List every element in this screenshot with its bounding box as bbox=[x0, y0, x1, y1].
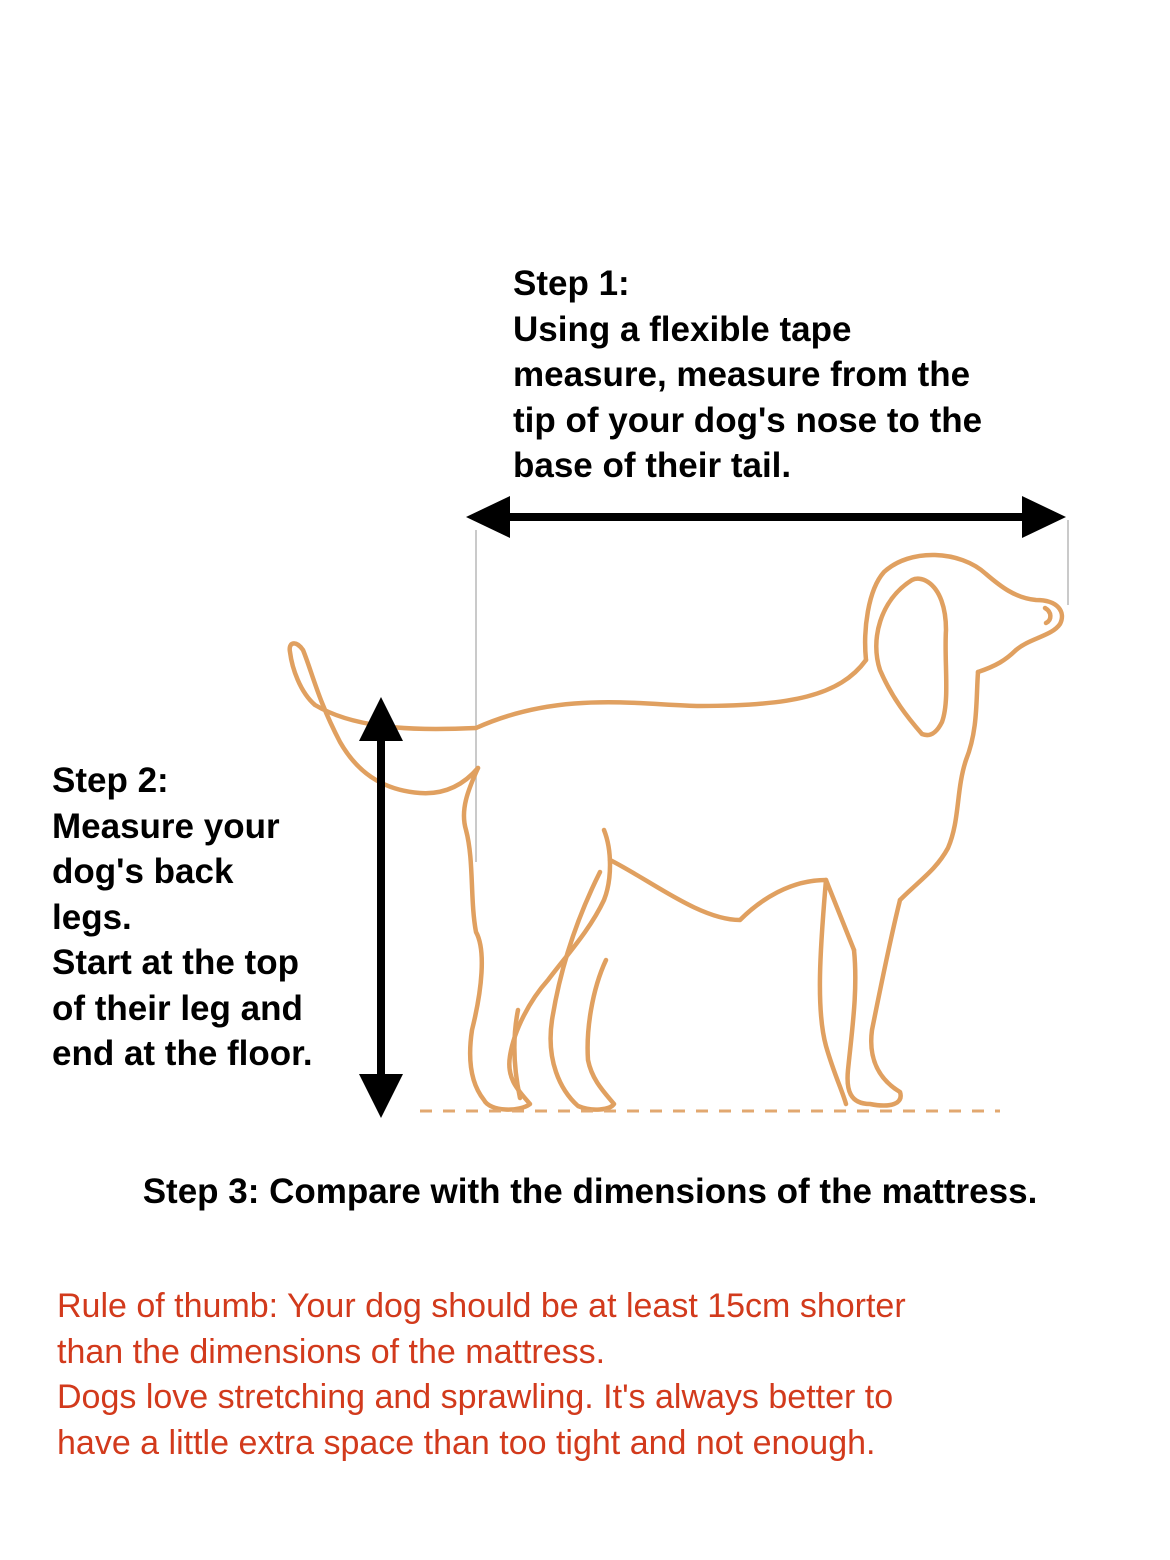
dog-chest bbox=[900, 672, 978, 900]
step-1-line: measure, measure from the bbox=[513, 355, 971, 394]
rule-line: Rule of thumb: Your dog should be at least 15cm shorter bbox=[57, 1287, 906, 1325]
rule-line: have a little extra space than too tight and not enough. bbox=[57, 1423, 876, 1462]
rule-line: than the dimensions of the mattress. bbox=[57, 1332, 606, 1371]
dog-back-leg-inner bbox=[551, 872, 614, 1110]
step-2-line: end at the floor. bbox=[52, 1034, 313, 1073]
step-1-line: Using a flexible tape bbox=[513, 309, 852, 349]
dog-ear bbox=[876, 579, 946, 735]
step-2-line: Start at the top bbox=[52, 943, 299, 982]
step-2-line: of their leg and bbox=[52, 988, 303, 1028]
step-2-heading: Step 2: bbox=[52, 761, 169, 800]
step-2-instructions bbox=[52, 758, 352, 1077]
step-1-heading: Step 1: bbox=[513, 264, 630, 303]
vertical-double-arrow-icon bbox=[359, 697, 403, 1118]
step-1-line: tip of your dog's nose to the bbox=[513, 400, 983, 440]
dog-belly bbox=[610, 860, 826, 920]
dog-front-leg bbox=[848, 900, 901, 1106]
dog-back bbox=[476, 660, 866, 728]
step-3-instructions: Step 3: Compare with the dimensions of the mattress. bbox=[142, 1172, 1038, 1211]
dog-nose bbox=[1045, 608, 1050, 623]
step-2-line: legs. bbox=[52, 897, 132, 937]
rule-line: Dogs love stretching and sprawling. It's always better to bbox=[57, 1378, 894, 1416]
rule-of-thumb-note bbox=[57, 1284, 1137, 1466]
dog-head bbox=[865, 555, 1062, 672]
step-2-line: Measure your bbox=[52, 806, 280, 846]
step-1-instructions bbox=[513, 261, 1073, 489]
dog-outline-icon bbox=[290, 555, 1062, 1110]
step-2-line: dog's back bbox=[52, 852, 234, 891]
horizontal-double-arrow-icon bbox=[466, 496, 1066, 538]
step-1-line: base of their tail. bbox=[513, 446, 792, 485]
